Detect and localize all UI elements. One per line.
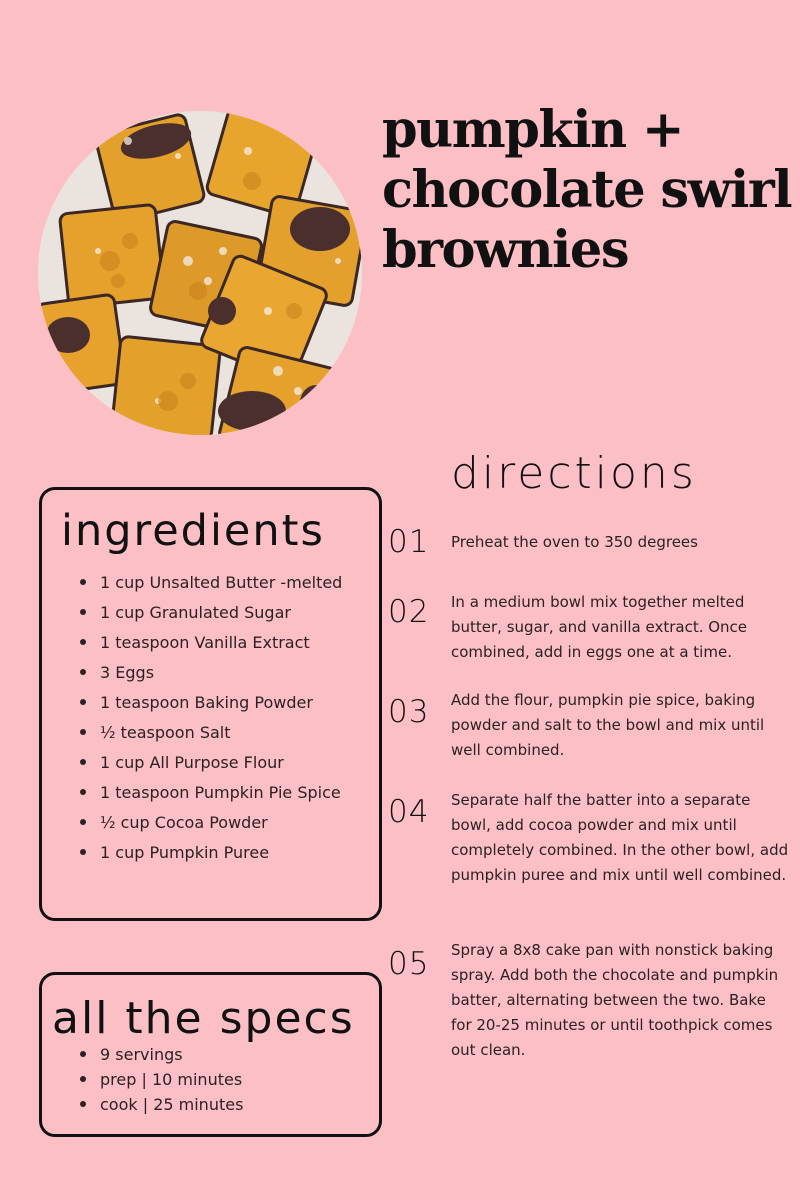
step-number: 02 <box>388 594 430 630</box>
ingredients-heading: ingredients <box>61 506 325 556</box>
step-text: Add the flour, pumpkin pie spice, baking powder and salt to the bowl and mix until well combined. <box>451 691 765 759</box>
ingredient-item: 1 teaspoon Baking Powder <box>80 692 342 722</box>
step-text: Spray a 8x8 cake pan with nonstick baking spray. Add both the chocolate and pumpkin batter, alternating between the two. Bake for 20-25 minutes or until toothpick comes out clean. <box>451 941 779 1059</box>
spec-item: 9 servings <box>80 1044 243 1069</box>
recipe-title <box>382 100 792 280</box>
specs-list <box>80 1044 243 1119</box>
ingredient-item: 1 cup All Purpose Flour <box>80 752 342 782</box>
ingredient-item: 1 cup Pumpkin Puree <box>80 842 342 872</box>
ingredients-card <box>39 487 382 921</box>
spec-item: cook | 25 minutes <box>80 1094 243 1119</box>
specs-heading: all the specs <box>52 993 355 1044</box>
ingredient-item: 1 teaspoon Pumpkin Pie Spice <box>80 782 342 812</box>
title-line: brownies <box>382 220 629 280</box>
step-number: 03 <box>388 694 430 730</box>
spec-item: prep | 10 minutes <box>80 1069 243 1094</box>
title-line: chocolate swirl <box>382 160 792 220</box>
step-text: Separate half the batter into a separate bowl, add cocoa powder and mix until completely combined. In the other bowl, add pumpkin puree and mix until well combined. <box>451 791 789 884</box>
ingredient-item: 1 cup Unsalted Butter -melted <box>80 572 342 602</box>
ingredient-item: 1 teaspoon Vanilla Extract <box>80 632 342 662</box>
ingredient-item: 1 cup Granulated Sugar <box>80 602 342 632</box>
ingredients-list <box>80 572 342 872</box>
specs-card <box>39 972 382 1137</box>
step-number: 05 <box>388 946 430 982</box>
brownie-photo <box>38 111 362 435</box>
brownie-illustration <box>38 111 362 435</box>
step-number: 04 <box>388 794 430 830</box>
ingredient-item: ½ cup Cocoa Powder <box>80 812 342 842</box>
title-line: pumpkin + <box>382 100 684 160</box>
step-number: 01 <box>388 524 430 560</box>
step-text: Preheat the oven to 350 degrees <box>451 533 698 551</box>
ingredient-item: ½ teaspoon Salt <box>80 722 342 752</box>
step-text: In a medium bowl mix together melted butter, sugar, and vanilla extract. Once combined, add in eggs one at a time. <box>451 593 748 661</box>
directions-heading: directions <box>451 448 697 499</box>
ingredient-item: 3 Eggs <box>80 662 342 692</box>
